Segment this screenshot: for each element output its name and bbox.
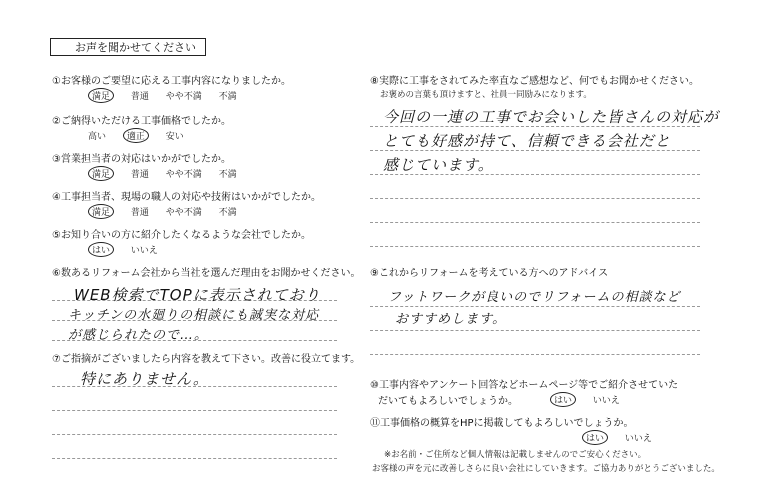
answer-8-line-3: 感じています。 — [383, 156, 494, 174]
option-selected[interactable]: 満足 — [88, 88, 114, 103]
question-6: ⑥数あるリフォーム会社から当社を選んだ理由をお聞かせください。 — [52, 268, 361, 279]
answer-9-line-1: フットワークが良いのでリフォームの相談など — [388, 290, 681, 305]
option-selected[interactable]: はい — [582, 430, 608, 445]
option[interactable]: やや不満 — [165, 170, 202, 180]
answer-6-line-1: WEB検索でTOPに表示されており — [74, 286, 321, 304]
answer-8-line-1: 今回の一連の工事でお会いした皆さんの対応が — [383, 108, 720, 126]
question-1: ①お客様のご要望に応える工事内容になりましたか。 — [52, 76, 291, 87]
answer-6-line-3: が感じられたので…。 — [68, 328, 209, 343]
question-11: ⑪工事価格の概算をHPに掲載してもよろしいでしょうか。 — [370, 418, 634, 429]
option-selected[interactable]: 満足 — [88, 166, 114, 181]
question-5: ⑤お知り合いの方に紹介したくなるような会社でしたか。 — [52, 230, 311, 241]
question-10: ⑩工事内容やアンケート回答などホームページ等でご紹介させていた — [370, 380, 679, 391]
option-selected[interactable]: 満足 — [88, 204, 114, 219]
answer-9-line-2: おすすめします。 — [395, 312, 507, 327]
option[interactable]: 普通 — [130, 170, 149, 180]
question-7: ⑦ご指摘がございましたら内容を教えて下さい。改善に役立てます。 — [52, 354, 361, 365]
question-9: ⑨これからリフォームを考えている方へのアドバイス — [370, 268, 609, 279]
answer-8-line-2: とても好感が持て、信頼できる会社だと — [383, 132, 671, 150]
question-11-options — [582, 430, 666, 445]
question-8: ⑧実際に工事をされてみた率直なご感想など、何でもお聞かせください。 — [370, 76, 699, 87]
option[interactable]: やや不満 — [165, 208, 202, 218]
option[interactable]: いいえ — [130, 246, 158, 256]
option-selected[interactable]: はい — [550, 392, 576, 407]
survey-header: お声を聞かせてください — [50, 38, 206, 56]
answer-6-line-2: キッチンの水廻りの相談にも誠実な対応 — [68, 308, 320, 323]
option[interactable]: 安い — [165, 132, 184, 142]
question-4: ④工事担当者、現場の職人の対応や技術はいかがでしたか。 — [52, 192, 321, 203]
option[interactable]: やや不満 — [165, 92, 202, 102]
footer-note-2: お客様の声を元に改善しさらに良い会社にしていきます。ご協力ありがとうございました。 — [372, 464, 720, 474]
question-3: ③営業担当者の対応はいかがでしたか。 — [52, 154, 231, 165]
option[interactable]: 不満 — [218, 92, 237, 102]
question-5-options — [88, 242, 172, 257]
question-10-options — [550, 392, 634, 407]
option[interactable]: いいえ — [592, 396, 620, 406]
question-2-options — [88, 128, 198, 143]
option[interactable]: 普通 — [130, 208, 149, 218]
footer-note-1: ※お名前・ご住所など個人情報は記載しませんのでご安心ください。 — [384, 450, 647, 460]
option[interactable]: 不満 — [218, 208, 237, 218]
option[interactable]: いいえ — [624, 434, 652, 444]
option[interactable]: 不満 — [218, 170, 237, 180]
answer-7-line-1: 特にありません。 — [80, 370, 209, 388]
question-4-options — [88, 204, 251, 219]
question-1-options — [88, 88, 251, 103]
question-3-options — [88, 166, 251, 181]
option-selected[interactable]: 適正 — [123, 128, 149, 143]
question-8-note: お褒めの言葉も頂けますと、社員一同励みになります。 — [380, 90, 592, 100]
option[interactable]: 普通 — [130, 92, 149, 102]
question-2: ②ご納得いただける工事価格でしたか。 — [52, 116, 231, 127]
option-selected[interactable]: はい — [88, 242, 114, 257]
option[interactable]: 高い — [88, 132, 107, 142]
question-10-cont: だいてもよろしいでしょうか。 — [378, 396, 518, 407]
